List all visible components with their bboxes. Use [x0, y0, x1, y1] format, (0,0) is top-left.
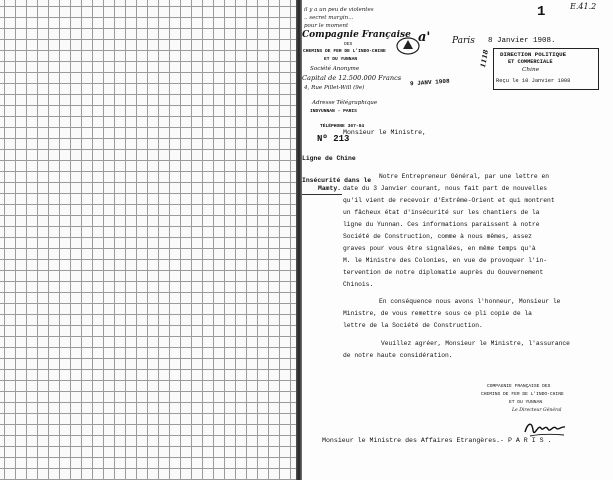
reception-stamp: 9 JANV 1908 [409, 77, 450, 88]
body-line: ligne du Yunnan. Ces informations paraissent à notre [343, 221, 540, 228]
letterhead-railway: CHEMINS DE FER DE L'INDO-CHINE [303, 49, 386, 54]
stamp-line: Chine [522, 67, 540, 73]
stamp-number: 1118 [479, 49, 491, 69]
body-line: Ministre, de vous remettre sous ce pli copie de la [343, 310, 532, 317]
reference-number: E.41.2 [570, 2, 597, 11]
addressee-line: Monsieur le Ministre des Affaires Etrangères.- P A R I S . [322, 437, 552, 444]
body-line: tervention de notre diplomatie auprès du Gouvernement [343, 269, 544, 276]
letterhead-telegraph: INDYUNNAN - PARIS [310, 109, 357, 114]
body-line: de notre haute considération. [343, 352, 453, 359]
letterhead-yunnan: ET DU YUNNAN [324, 57, 358, 62]
body-line: M. le Ministre des Colonies, en vue de provoquer l'in- [343, 257, 548, 264]
body-line: graves pour vous être signalées, en même temps qu'à [343, 245, 536, 252]
signature-line: CHEMINS DE FER DE L'INDO-CHINE [481, 392, 564, 397]
body-line: En conséquence nous avons l'honneur, Monsieur le [379, 298, 561, 305]
body-line: un fâcheux état d'insécurité sur les chantiers de la [343, 209, 540, 216]
margin-note-line: pour le moment [304, 23, 349, 29]
date-value: 8 Janvier 1908. [488, 37, 556, 45]
date-place: Paris [452, 36, 475, 46]
letterhead-telephone: TÉLÉPHONE 307-04 [320, 124, 365, 129]
margin-note-line: .. secret margin... [304, 15, 354, 21]
stamp-line: Reçu le 10 Janvier 1908 [496, 78, 571, 84]
margin-note-line: il y a un peu de violentes [304, 7, 374, 13]
stamp-line: ET COMMERCIALE [508, 59, 553, 65]
signature-line: ET DU YUNNAN [509, 400, 543, 405]
subject-underline [302, 194, 342, 195]
grid-paper-page [0, 0, 296, 480]
body-line: Veuillez agréer, Monsieur le Ministre, l'assurance [381, 340, 570, 347]
salutation: Monsieur le Ministre, [343, 129, 427, 136]
handwritten-mark: a' [418, 30, 431, 45]
letterhead-address: 4, Rue Pillet-Will (9e) [304, 85, 365, 91]
signature-line: Le Directeur Général [512, 408, 562, 413]
body-line: qu'il vient de recevoir d'Extrême-Orient et qui montrent [343, 197, 555, 204]
letterhead-society: Société Anonyme [310, 66, 360, 72]
signature-line: COMPAGNIE FRANÇAISE DES [487, 384, 551, 389]
body-line: Notre Entrepreneur Général, par une lettre en [379, 173, 550, 180]
body-line: lettre de la Société de Construction. [343, 322, 483, 329]
stamp-line: DIRECTION POLITIQUE [500, 51, 567, 58]
page-number: 1 [537, 4, 546, 20]
body-line: Chinois. [343, 281, 374, 288]
body-line: date du 3 Janvier courant, nous fait part de nouvelles [343, 185, 548, 192]
letterhead-telegraph-label: Adresse Télégraphique [312, 100, 378, 106]
letterhead-capital: Capital de 12.500.000 Francs [302, 74, 402, 82]
letter-number: Nº 213 [317, 134, 350, 144]
body-line: Société de Construction, comme à nous mêmes, assez [343, 233, 532, 240]
subject-line: Mamty. [318, 185, 342, 192]
subject-line: Insécurité dans le [302, 177, 372, 184]
subject-line: Ligne de Chine [302, 155, 356, 162]
letterhead-company: Compagnie Française [302, 30, 411, 40]
letterhead-des: DES [344, 42, 353, 47]
